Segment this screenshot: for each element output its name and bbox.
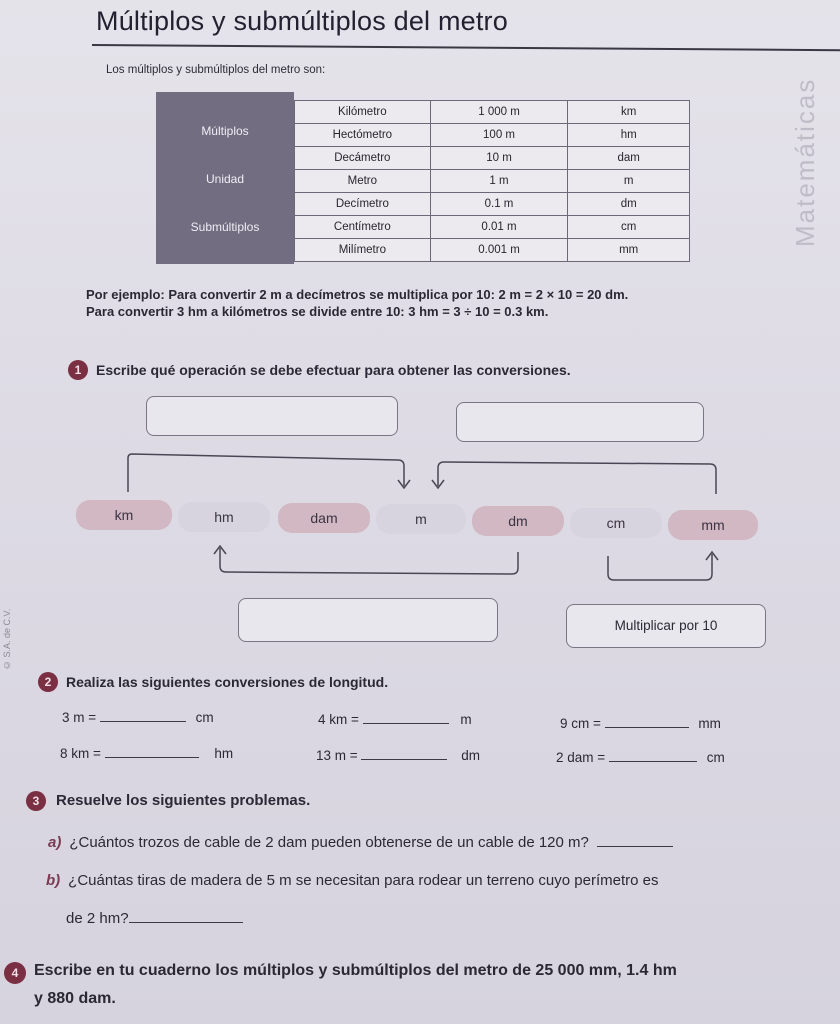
unit-chip-km: km	[76, 500, 172, 530]
problem-a: a) ¿Cuántos trozos de cable de 2 dam pueden obtenerse de un cable de 120 m?	[48, 834, 673, 851]
exercise-3-badge: 3	[26, 791, 46, 811]
exercise-1-badge: 1	[68, 360, 88, 380]
table-row: Decámetro 10 m dam	[295, 147, 690, 170]
answer-box-multiply-by-10[interactable]: Multiplicar por 10	[566, 604, 766, 648]
conversion-9cm-mm: 9 cm = mm	[560, 716, 721, 731]
problem-b-continued: de 2 hm?	[66, 910, 243, 927]
table-row: Hectómetro 100 m hm	[295, 124, 690, 147]
conversion-13m-dm: 13 m = dm	[316, 748, 480, 763]
conversion-3m-cm: 3 m = cm	[62, 710, 214, 725]
answer-blank[interactable]	[605, 727, 689, 728]
exercise-1-instruction: Escribe qué operación se debe efectuar para obtener las conversiones.	[96, 362, 571, 378]
category-submultiples: Submúltiplos	[190, 220, 260, 234]
table-row: Metro 1 m m	[295, 170, 690, 193]
answer-blank[interactable]	[363, 723, 449, 724]
table-row: Kilómetro 1 000 m km	[295, 101, 690, 124]
answer-blank[interactable]	[105, 757, 199, 758]
exercise-3-instruction: Resuelve los siguientes problemas.	[56, 792, 311, 809]
subject-label: Matemáticas	[790, 77, 820, 247]
page-title: Múltiplos y submúltiplos del metro	[96, 6, 508, 36]
conversion-4km-m: 4 km = m	[318, 712, 472, 727]
intro-text: Los múltiplos y submúltiplos del metro son:	[106, 64, 326, 76]
example-line-1: Por ejemplo: Para convertir 2 m a decímetros se multiplica por 10: 2 m = 2 × 10 = 20 dm.	[86, 287, 629, 302]
table-row: Centímetro 0.01 m cm	[295, 216, 690, 239]
example-line-2: Para convertir 3 hm a kilómetros se divide entre 10: 3 hm = 3 ÷ 10 = 0.3 km.	[86, 304, 549, 319]
answer-blank[interactable]	[609, 761, 697, 762]
problem-b: b) ¿Cuántas tiras de madera de 5 m se necesitan para rodear un terreno cuyo perímetro es	[46, 872, 659, 889]
conversion-8km-hm: 8 km = hm	[60, 746, 234, 761]
answer-blank[interactable]	[129, 922, 243, 923]
unit-chip-dm: dm	[472, 506, 564, 536]
answer-blank[interactable]	[597, 846, 673, 847]
table-row: Decímetro 0.1 m dm	[295, 193, 690, 216]
exercise-4-instruction: Escribe en tu cuaderno los múltiplos y submúltiplos del metro de 25 000 mm, 1.4 hm y 880 dam.	[34, 962, 677, 1007]
unit-chip-mm: mm	[668, 510, 758, 540]
unit-chip-m: m	[376, 504, 466, 534]
unit-chip-dam: dam	[278, 503, 370, 533]
table-row: Milímetro 0.001 m mm	[295, 239, 690, 262]
unit-chip-cm: cm	[570, 508, 662, 538]
exercise-4-badge: 4	[4, 962, 26, 984]
answer-blank[interactable]	[100, 721, 186, 722]
exercise-2-badge: 2	[38, 672, 58, 692]
conversion-2dam-cm: 2 dam = cm	[556, 750, 725, 765]
unit-chip-hm: hm	[178, 502, 270, 532]
exercise-2-instruction: Realiza las siguientes conversiones de longitud.	[66, 674, 389, 690]
category-multiples: Múltiplos	[201, 124, 249, 138]
answer-blank[interactable]	[361, 759, 447, 760]
publisher-credit: © S.A. de C.V.	[2, 608, 12, 670]
category-unit: Unidad	[205, 172, 245, 186]
